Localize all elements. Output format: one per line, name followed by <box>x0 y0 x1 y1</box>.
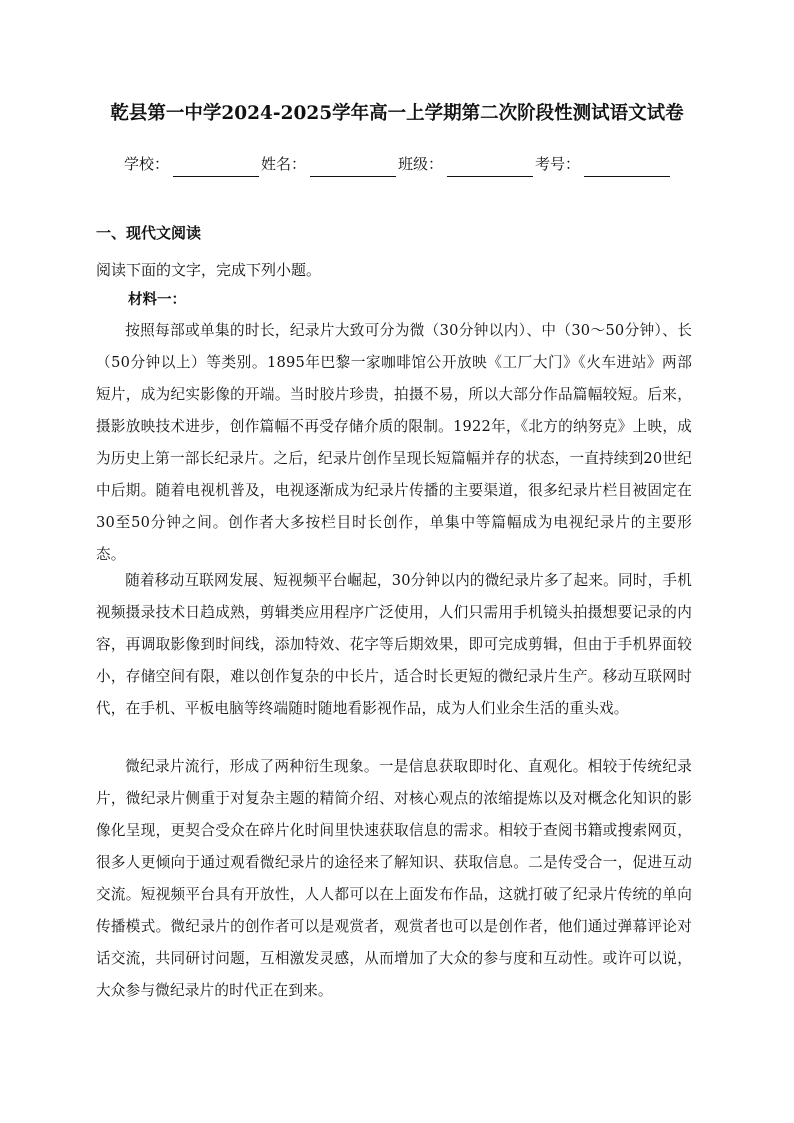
student-info-row <box>124 151 684 177</box>
exam-number-blank[interactable] <box>584 156 670 177</box>
reading-instruction: 阅读下面的文字，完成下列小题。 <box>96 261 322 279</box>
name-blank[interactable] <box>310 156 396 177</box>
class-blank[interactable] <box>447 156 533 177</box>
class-label: 班级： <box>398 155 444 173</box>
paragraph: 随着移动互联网发展、短视频平台崛起，30分钟以内的微纪录片多了起来。同时，手机视频摄录技术日趋成熟，剪辑类应用程序广泛使用，人们只需用手机镜头拍摄想要记录的内容，再调取影像到时间线，添加特效、花字等后期效果，即可完成剪辑，但由于手机界面较小，存储空间有限，难以创作复杂的中长片，适合时长更短的微纪录片生产。移动互联网时代，在手机、平板电脑等终端随时随地看影视作品，成为人们业余生活的重头戏。 <box>96 572 692 717</box>
exam-title: 乾县第一中学2024-2025学年高一上学期第二次阶段性测试语文试卷 <box>110 103 684 124</box>
school-label: 学校： <box>124 155 170 173</box>
exam-number-field <box>535 151 672 177</box>
exam-number-label: 考号： <box>535 155 581 173</box>
name-label: 姓名： <box>261 155 307 173</box>
name-field <box>261 151 398 177</box>
school-blank[interactable] <box>173 156 259 177</box>
paragraph: 按照每部或单集的时长，纪录片大致可分为微（30分钟以内）、中（30～50分钟）、长（50分钟以上）等类别。1895年巴黎一家咖啡馆公开放映《工厂大门》《火车进站》两部短片，成为纪实影像的开端。当时胶片珍贵，拍摄不易，所以大部分作品篇幅较短。后来，摄影放映技术进步，创作篇幅不再受存储介质的限制。1922年，《北方的纳努克》上映，成为历史上第一部长纪录片。之后，纪录片创作呈现长短篇幅并存的状态，一直持续到20世纪中后期。随着电视机普及，电视逐渐成为纪录片传播的主要渠道，很多纪录片栏目被固定在30至50分钟之间。创作者大多按栏目时长创作，单集中等篇幅成为电视纪录片的主要形态。 <box>96 322 692 563</box>
school-field <box>124 151 261 177</box>
material-heading: 材料一： <box>128 291 186 308</box>
class-field <box>398 151 535 177</box>
section-heading: 一、现代文阅读 <box>96 224 202 242</box>
paragraph: 微纪录片流行，形成了两种衍生现象。一是信息获取即时化、直观化。相较于传统纪录片，微纪录片侧重于对复杂主题的精简介绍、对核心观点的浓缩提炼以及对概念化知识的影像化呈现，更契合受众在碎片化时间里快速获取信息的需求。相较于查阅书籍或搜索网页，很多人更倾向于通过观看微纪录片的途径来了解知识、获取信息。二是传受合一，促进互动交流。短视频平台具有开放性，人人都可以在上面发布作品，这就打破了纪录片传统的单向传播模式。微纪录片的创作者可以是观赏者，观赏者也可以是创作者，他们通过弹幕评论对话交流，共同研讨问题，互相激发灵感，从而增加了大众的参与度和互动性。或许可以说，大众参与微纪录片的时代正在到来。 <box>96 758 692 999</box>
